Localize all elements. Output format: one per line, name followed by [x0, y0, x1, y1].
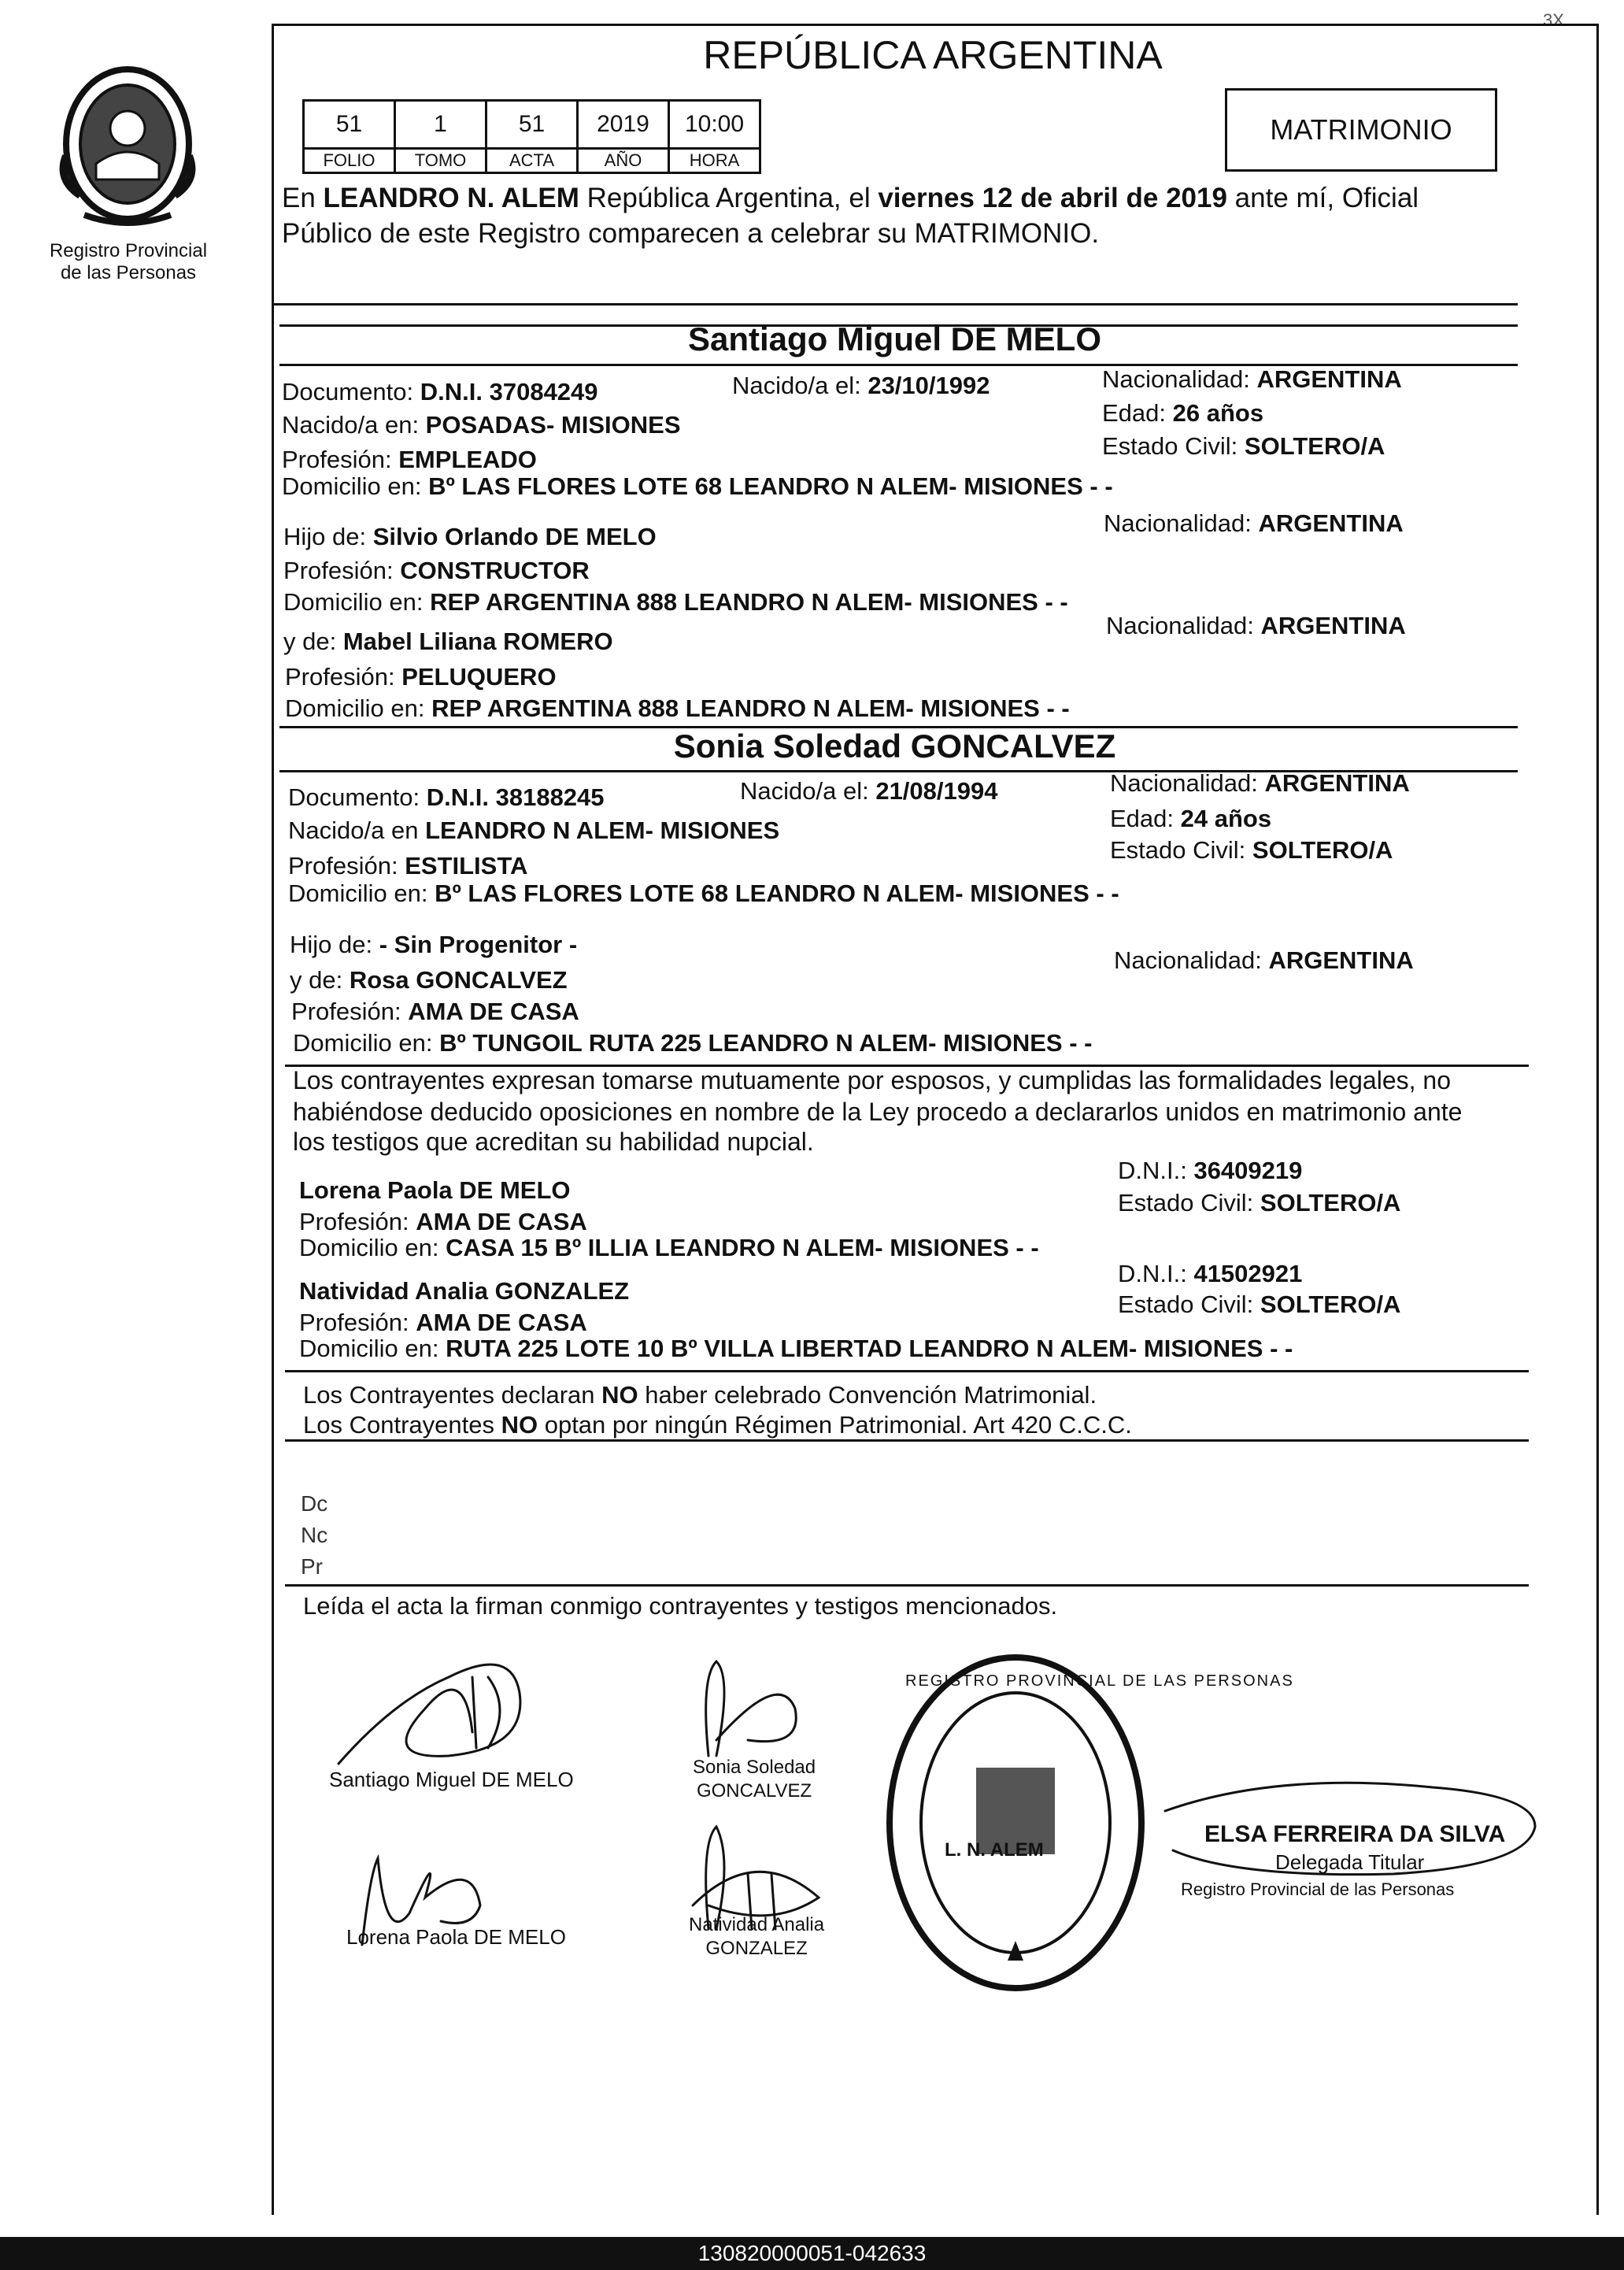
spouse1-address: Domicilio en: Bº LAS FLORES LOTE 68 LEANDRO N ALEM- MISIONES - -: [282, 472, 1113, 500]
witness1-civil-status: Estado Civil: SOLTERO/A: [1118, 1189, 1401, 1216]
page-title: REPÚBLICA ARGENTINA: [703, 33, 1163, 77]
spouse2-profession: Profesión: ESTILISTA: [288, 852, 528, 879]
spouse2-birthdate: Nacido/a el: 21/08/1994: [740, 777, 998, 805]
spouse2-name: Sonia Soledad GONCALVEZ: [673, 728, 1116, 765]
corner-mark: 3X: [1543, 10, 1564, 30]
official-role: Delegada Titular: [1275, 1850, 1425, 1874]
spouse2-civil-status: Estado Civil: SOLTERO/A: [1110, 836, 1393, 864]
spouse1-document: Documento: D.N.I. 37084249: [282, 378, 598, 405]
intro-line-1: En LEANDRO N. ALEM República Argentina, el viernes 12 de abril de 2019 ante mí, Oficial: [282, 183, 1419, 213]
spouse2-document: Documento: D.N.I. 38188245: [288, 783, 605, 811]
spouse1-father: Hijo de: Silvio Orlando DE MELO: [283, 523, 657, 550]
witness1-name: Lorena Paola DE MELO: [299, 1176, 571, 1204]
spouse1-age: Edad: 26 años: [1102, 399, 1264, 427]
witness1-address: Domicilio en: CASA 15 Bº ILLIA LEANDRO N ALEM- MISIONES - -: [299, 1234, 1039, 1261]
hora-value: 10:00: [669, 101, 760, 149]
signature-label-spouse2: Sonia Soledad GONCALVEZ: [693, 1757, 816, 1802]
spouse1-mother: y de: Mabel Liliana ROMERO: [283, 628, 613, 655]
signature-spouse2-icon: [685, 1646, 842, 1772]
spouse1-name: Santiago Miguel DE MELO: [687, 320, 1102, 357]
divider: [272, 303, 1518, 306]
spouse2-mother-address: Domicilio en: Bº TUNGOIL RUTA 225 LEANDRO N ALEM- MISIONES - -: [293, 1029, 1093, 1057]
spouse1-father-profession: Profesión: CONSTRUCTOR: [283, 557, 590, 584]
folio-table: [302, 99, 761, 174]
signature-label-witness1: Lorena Paola DE MELO: [346, 1925, 566, 1949]
intro-line-2: Público de este Registro comparecen a celebrar su MATRIMONIO.: [282, 218, 1100, 249]
official-office: Registro Provincial de las Personas: [1181, 1879, 1455, 1899]
spouse2-birthplace: Nacido/a en LEANDRO N ALEM- MISIONES: [288, 817, 780, 844]
registry-name: Registro Provincial de las Personas: [49, 240, 208, 283]
spouse2-mother: y de: Rosa GONCALVEZ: [290, 966, 568, 994]
registry-seal-icon: [49, 61, 206, 231]
closing-statement: Leída el acta la firman conmigo contrayentes y testigos mencionados.: [303, 1592, 1058, 1620]
declaration-line-2: habiéndose deducido oposiciones en nombre de la Ley procedo a declararlos unidos en matrimonio ante: [293, 1098, 1463, 1126]
footer-barcode-number: 130820000051-042633: [0, 2237, 1624, 2270]
spouse1-father-nationality: Nacionalidad: ARGENTINA: [1104, 509, 1404, 537]
spouse1-civil-status: Estado Civil: SOLTERO/A: [1102, 432, 1385, 460]
record-type-box: MATRIMONIO: [1225, 88, 1497, 172]
stamp-center-text: L. N. ALEM: [945, 1839, 1044, 1861]
regime-line-1: Los Contrayentes declaran NO haber celebrado Convención Matrimonial.: [303, 1381, 1097, 1409]
signature-label-witness2: Natividad Analia GONZALEZ: [689, 1914, 825, 1959]
witness2-profession: Profesión: AMA DE CASA: [299, 1309, 587, 1336]
folio-value: 51: [304, 101, 395, 149]
spouse2-father: Hijo de: - Sin Progenitor -: [290, 931, 578, 958]
witness2-dni: D.N.I.: 41502921: [1118, 1260, 1303, 1287]
divider: [285, 1370, 1529, 1372]
spouse1-father-address: Domicilio en: REP ARGENTINA 888 LEANDRO N ALEM- MISIONES - -: [283, 588, 1068, 616]
divider: [285, 1584, 1529, 1587]
tomo-value: 1: [395, 101, 486, 149]
witness1-profession: Profesión: AMA DE CASA: [299, 1208, 587, 1235]
official-stamp-icon: [882, 1650, 1149, 1996]
tomo-label: TOMO: [395, 149, 486, 173]
margin-marks: Dc Nc Pr: [301, 1491, 328, 1579]
spouse1-mother-address: Domicilio en: REP ARGENTINA 888 LEANDRO N ALEM- MISIONES - -: [285, 694, 1070, 722]
spouse2-age: Edad: 24 años: [1110, 805, 1272, 832]
folio-label: FOLIO: [304, 149, 395, 173]
spouse2-address: Domicilio en: Bº LAS FLORES LOTE 68 LEANDRO N ALEM- MISIONES - -: [288, 879, 1119, 907]
regime-line-2: Los Contrayentes NO optan por ningún Régimen Patrimonial. Art 420 C.C.C.: [303, 1411, 1132, 1439]
spouse1-birthplace: Nacido/a en: POSADAS- MISIONES: [282, 411, 681, 439]
spouse1-mother-nationality: Nacionalidad: ARGENTINA: [1106, 612, 1406, 639]
declaration-line-1: Los contrayentes expresan tomarse mutuamente por esposos, y cumplidas las formalidades legales, no: [293, 1066, 1451, 1094]
spouse1-mother-profession: Profesión: PELUQUERO: [285, 663, 557, 691]
stamp-ring-text: REGISTRO PROVINCIAL DE LAS PERSONAS: [905, 1672, 1294, 1690]
witness2-address: Domicilio en: RUTA 225 LOTE 10 Bº VILLA LIBERTAD LEANDRO N ALEM- MISIONES - -: [299, 1335, 1293, 1362]
witness1-dni: D.N.I.: 36409219: [1118, 1157, 1303, 1184]
declaration-line-3: los testigos que acreditan su habilidad nupcial.: [293, 1128, 814, 1156]
anio-label: AÑO: [578, 149, 669, 173]
spouse2-mother-profession: Profesión: AMA DE CASA: [291, 998, 579, 1025]
hora-label: HORA: [669, 149, 760, 173]
spouse1-profession: Profesión: EMPLEADO: [282, 446, 537, 473]
spouse2-mother-nationality: Nacionalidad: ARGENTINA: [1114, 946, 1414, 974]
witness2-civil-status: Estado Civil: SOLTERO/A: [1118, 1291, 1401, 1318]
divider: [285, 1439, 1529, 1442]
acta-label: ACTA: [486, 149, 578, 173]
spouse2-nationality: Nacionalidad: ARGENTINA: [1110, 769, 1410, 797]
signature-label-spouse1: Santiago Miguel DE MELO: [329, 1768, 574, 1791]
official-name: ELSA FERREIRA DA SILVA: [1204, 1821, 1506, 1847]
spouse1-nationality: Nacionalidad: ARGENTINA: [1102, 365, 1402, 393]
anio-value: 2019: [578, 101, 669, 149]
acta-value: 51: [486, 101, 578, 149]
witness2-name: Natividad Analia GONZALEZ: [299, 1277, 630, 1305]
spouse1-birthdate: Nacido/a el: 23/10/1992: [732, 372, 990, 399]
